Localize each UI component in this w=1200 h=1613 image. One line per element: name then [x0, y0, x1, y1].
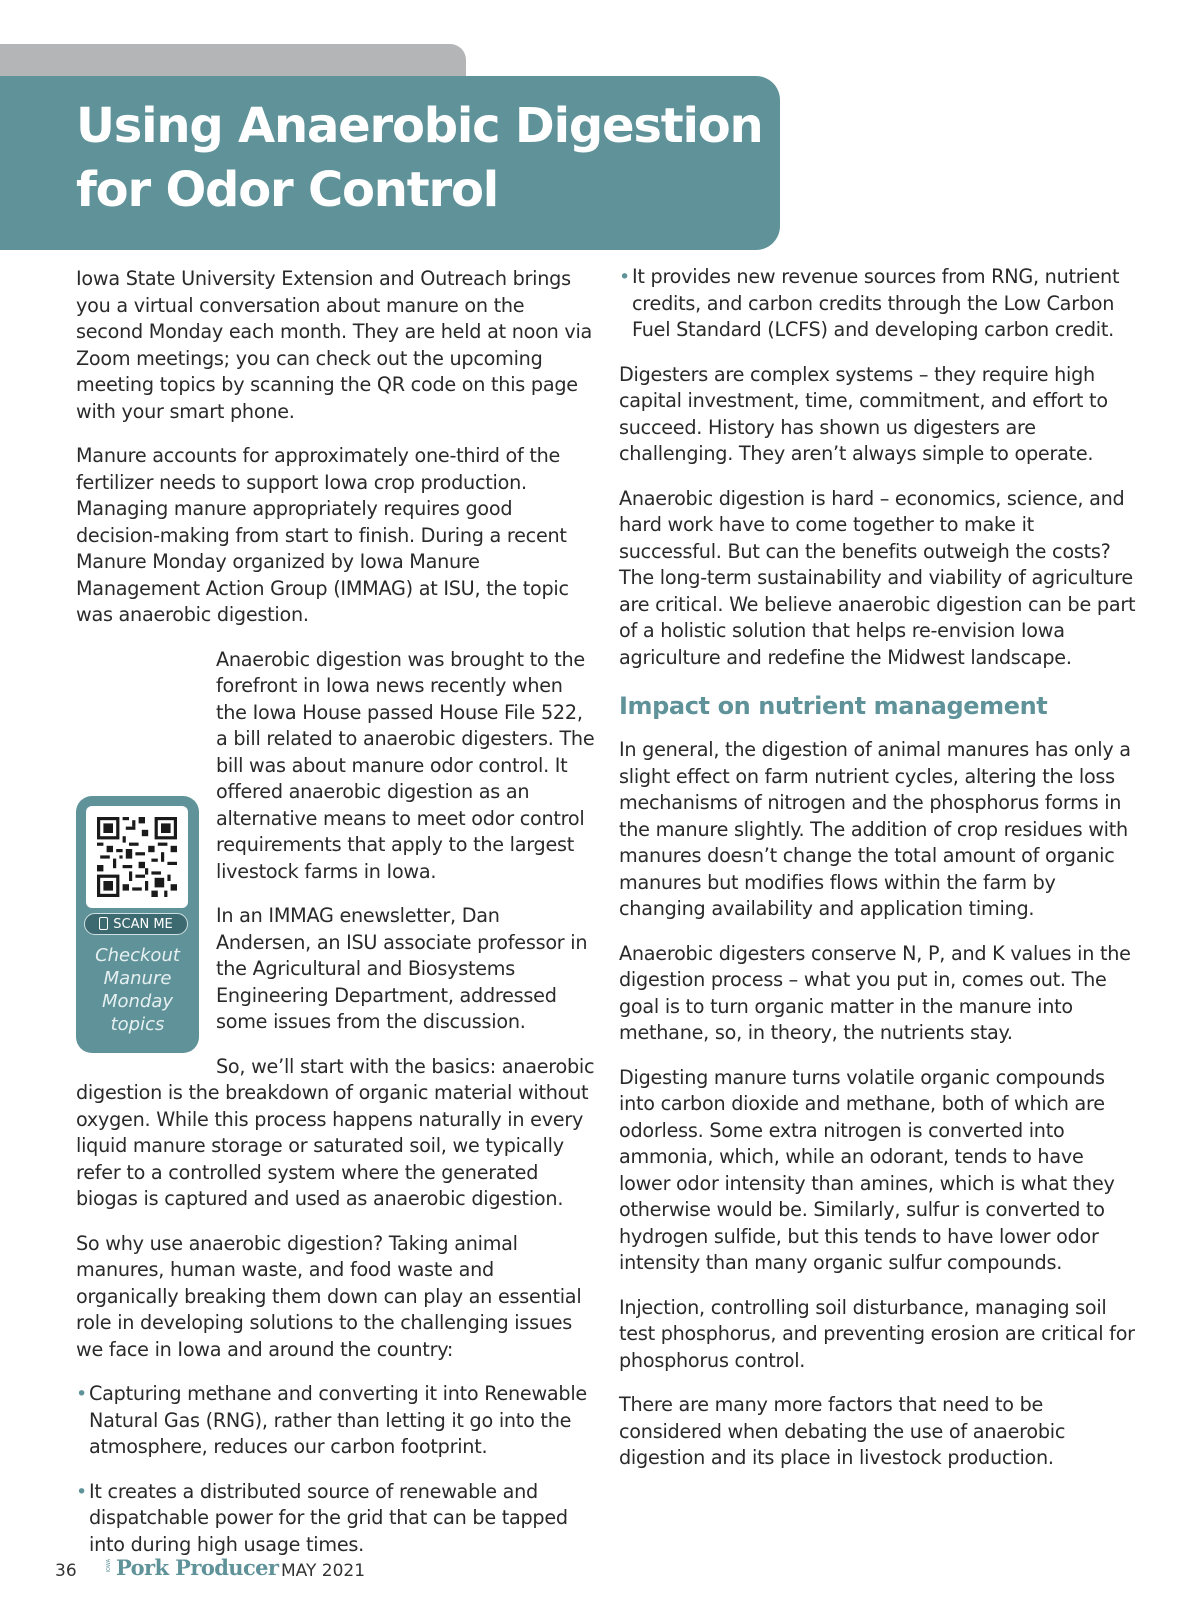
paragraph-phosphorus-control: Injection, controlling soil disturbance, managing soil test phosphorus, and preventing erosion are critical for phosphorus control.	[619, 1295, 1135, 1372]
bullet-dot: •	[76, 1383, 87, 1405]
qr-card[interactable]	[76, 796, 199, 1053]
paragraph-volatile-compounds: Digesting manure turns volatile organic compounds into carbon dioxide and methane, both of which are odorless. Some extra nitrogen is converted into ammonia, which, while an odorant, tends to have lower odor intensity than amines, which is what they otherwise would be. Similarly, sulfur is converted to hydrogen sulfide, but this tends to have lower odor intensity than many organic sulfur compounds.	[619, 1065, 1115, 1274]
issue-date: MAY 2021	[281, 1561, 366, 1581]
logo-state-text: IOWA	[106, 1559, 112, 1573]
bullet-dot: •	[76, 1480, 87, 1503]
right-column	[619, 266, 1139, 1490]
paragraph-house-file-text: Anaerobic digestion was brought to the forefront in Iowa news recently when the Iowa House passed House File 522, a bill related to anaerobic digesters. The bill was about manure odor control. It offered anaerobic digestion as an alternative means to meet odor control requirements that apply to the largest livestock farms in Iowa.	[216, 647, 595, 883]
bullet-distributed: It creates a distributed source of renewable and dispatchable power for the grid that can be tapped into during high usage times.	[89, 1479, 568, 1556]
bullet-dot: •	[619, 266, 630, 288]
title-line-2: for Odor Control	[76, 162, 498, 218]
scan-me-badge	[84, 913, 188, 935]
paragraph-manure-fertilizer: Manure accounts for approximately one-third of the fertilizer needs to support Iowa crop production. Managing manure appropriately requires good decision-making from start to finish. During a recent Manure Monday organized by Iowa Manure Management Action Group (IMMAG) at ISU, the topic was anaerobic digestion.	[76, 444, 569, 626]
paragraph-immag: In an IMMAG enewsletter, Dan Andersen, an ISU associate professor in the Agricultural and Biosystems Engineering Department, addressed some issues from the discussion.	[216, 904, 588, 1033]
publication-logo: Pork Producer	[116, 1555, 279, 1580]
list-item	[76, 1479, 596, 1559]
qr-code-icon[interactable]	[97, 817, 177, 897]
paragraph-more-factors: There are many more factors that need to be considered when debating the use of anaerobic digestion and its place in livestock production.	[619, 1393, 1066, 1469]
phone-icon	[99, 917, 108, 930]
bullet-methane: Capturing methane and converting it into Renewable Natural Gas (RNG), rather than letting it go into the atmosphere, reduces our carbon footprint.	[89, 1382, 587, 1458]
paragraph-intro: Iowa State University Extension and Outreach brings you a virtual conversation about manure on the second Monday each month. They are held at noon via Zoom meetings; you can check out the upcoming meeting topics by scanning the QR code on this page with your smart phone.	[76, 267, 593, 423]
title-line-1: Using Anaerobic Digestion	[76, 98, 763, 154]
paragraph-hard-work: Anaerobic digestion is hard – economics, science, and hard work have to come together to make it successful. But can the benefits outweigh the costs? The long-term sustainability and viability of agriculture are critical. We believe anaerobic digestion can be part of a holistic solution that helps re-envision Iowa agriculture and redefine the Midwest landscape.	[619, 486, 1136, 669]
scan-me-label: SCAN ME	[113, 917, 173, 932]
page-number: 36	[55, 1561, 77, 1581]
list-item	[76, 1381, 596, 1461]
bullet-revenue: It provides new revenue sources from RNG, nutrient credits, and carbon credits through the Low Carbon Fuel Standard (LCFS) and developing carbon credit.	[632, 265, 1120, 341]
section-heading: Impact on nutrient management	[619, 692, 1048, 720]
qr-code-frame	[86, 806, 188, 908]
paragraph-digesters-complex: Digesters are complex systems – they require high capital investment, time, commitment, and effort to succeed. History has shown us digesters are challenging. They aren’t always simple to operate.	[619, 362, 1108, 465]
list-item	[619, 264, 1139, 344]
page-title	[76, 94, 776, 222]
paragraph-why: So why use anaerobic digestion? Taking animal manures, human waste, and food waste and organically breaking them down can play an essential role in developing solutions to the challenging issues we face in Iowa and around the country:	[76, 1231, 582, 1361]
qr-caption: Checkout Manure Monday topics	[95, 945, 180, 1035]
paragraph-conserve-npk: Anaerobic digesters conserve N, P, and K values in the digestion process – what you put in, comes out. The goal is to turn organic matter in the manure into methane, so, in theory, the nutrients stay.	[619, 941, 1131, 1044]
paragraph-basics: So, we’ll start with the basics: anaerobic digestion is the breakdown of organic material without oxygen. While this process happens naturally in every liquid manure storage or saturated soil, we typically refer to a controlled system where the generated biogas is captured and used as anaerobic digestion.	[76, 1054, 595, 1210]
paragraph-nutrient-cycles: In general, the digestion of animal manures has only a slight effect on farm nutrient cycles, altering the loss mechanisms of nitrogen and the phosphorus forms in the manure slightly. The addition of crop residues with manures doesn’t change the total amount of organic manures but modifies flows within the farm by changing availability and application timing.	[619, 738, 1131, 920]
